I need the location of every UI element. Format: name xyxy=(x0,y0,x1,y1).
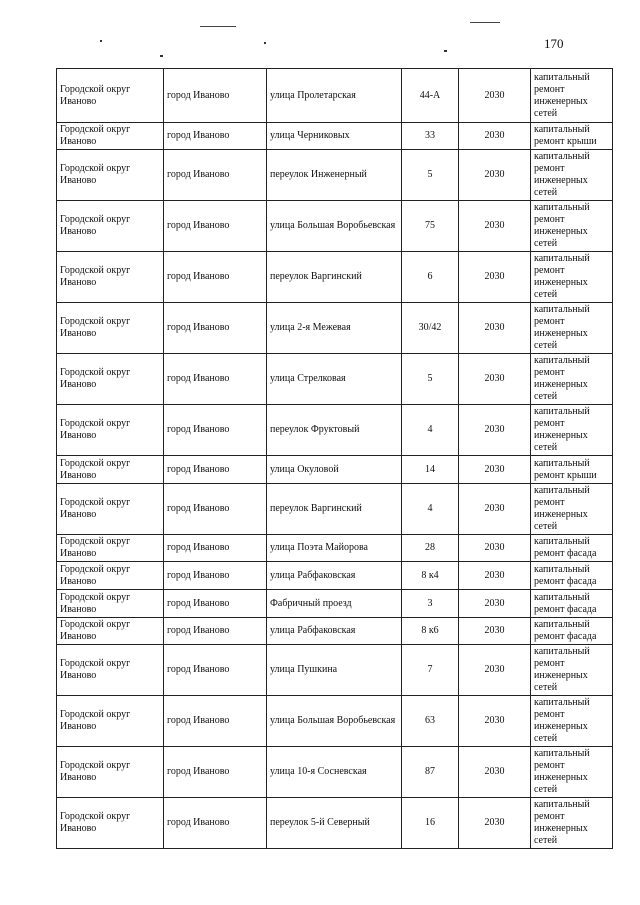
street-cell: улица Черниковых xyxy=(267,123,402,150)
table-row xyxy=(57,69,613,123)
city-cell: город Иваново xyxy=(164,123,267,150)
table-row xyxy=(57,150,613,201)
work-type-cell: капитальный ремонт инженерных сетей xyxy=(531,303,613,354)
city-cell: город Иваново xyxy=(164,484,267,535)
street-cell: улица Рабфаковская xyxy=(267,562,402,590)
house-number-cell: 16 xyxy=(402,798,459,849)
city-cell: город Иваново xyxy=(164,303,267,354)
district-cell: Городской округ Иваново xyxy=(57,535,164,562)
street-cell: улица Окуловой xyxy=(267,456,402,484)
city-cell: город Иваново xyxy=(164,535,267,562)
scan-dot xyxy=(444,50,447,52)
street-cell: переулок Варгинский xyxy=(267,484,402,535)
work-type-cell: капитальный ремонт крыши xyxy=(531,123,613,150)
work-type-cell: капитальный ремонт инженерных сетей xyxy=(531,696,613,747)
year-cell: 2030 xyxy=(459,798,531,849)
district-cell: Городской округ Иваново xyxy=(57,150,164,201)
table-row xyxy=(57,201,613,252)
work-type-cell: капитальный ремонт инженерных сетей xyxy=(531,747,613,798)
city-cell: город Иваново xyxy=(164,354,267,405)
table-row xyxy=(57,456,613,484)
work-type-cell: капитальный ремонт инженерных сетей xyxy=(531,69,613,123)
street-cell: улица Большая Воробьевская xyxy=(267,201,402,252)
scan-mark xyxy=(200,26,236,27)
table-row xyxy=(57,303,613,354)
work-type-cell: капитальный ремонт фасада xyxy=(531,590,613,618)
work-type-cell: капитальный ремонт инженерных сетей xyxy=(531,645,613,696)
year-cell: 2030 xyxy=(459,303,531,354)
district-cell: Городской округ Иваново xyxy=(57,484,164,535)
scan-mark xyxy=(470,22,500,23)
district-cell: Городской округ Иваново xyxy=(57,696,164,747)
work-type-cell: капитальный ремонт фасада xyxy=(531,562,613,590)
house-number-cell: 5 xyxy=(402,150,459,201)
year-cell: 2030 xyxy=(459,252,531,303)
city-cell: город Иваново xyxy=(164,590,267,618)
table-row xyxy=(57,535,613,562)
street-cell: переулок 5-й Северный xyxy=(267,798,402,849)
year-cell: 2030 xyxy=(459,645,531,696)
city-cell: город Иваново xyxy=(164,645,267,696)
house-number-cell: 3 xyxy=(402,590,459,618)
street-cell: переулок Инженерный xyxy=(267,150,402,201)
city-cell: город Иваново xyxy=(164,747,267,798)
year-cell: 2030 xyxy=(459,123,531,150)
scan-dot xyxy=(100,40,102,42)
city-cell: город Иваново xyxy=(164,562,267,590)
housing-repair-table xyxy=(56,68,613,849)
table-row xyxy=(57,252,613,303)
house-number-cell: 63 xyxy=(402,696,459,747)
street-cell: переулок Варгинский xyxy=(267,252,402,303)
city-cell: город Иваново xyxy=(164,798,267,849)
house-number-cell: 8 к4 xyxy=(402,562,459,590)
street-cell: улица 10-я Сосневская xyxy=(267,747,402,798)
year-cell: 2030 xyxy=(459,456,531,484)
table-row xyxy=(57,562,613,590)
house-number-cell: 28 xyxy=(402,535,459,562)
year-cell: 2030 xyxy=(459,484,531,535)
street-cell: улица 2-я Межевая xyxy=(267,303,402,354)
house-number-cell: 4 xyxy=(402,405,459,456)
district-cell: Городской округ Иваново xyxy=(57,405,164,456)
house-number-cell: 6 xyxy=(402,252,459,303)
year-cell: 2030 xyxy=(459,696,531,747)
table-row xyxy=(57,354,613,405)
house-number-cell: 14 xyxy=(402,456,459,484)
house-number-cell: 4 xyxy=(402,484,459,535)
street-cell: улица Рабфаковская xyxy=(267,618,402,645)
district-cell: Городской округ Иваново xyxy=(57,303,164,354)
year-cell: 2030 xyxy=(459,69,531,123)
scan-dot xyxy=(264,42,266,44)
work-type-cell: капитальный ремонт фасада xyxy=(531,618,613,645)
house-number-cell: 44-А xyxy=(402,69,459,123)
house-number-cell: 7 xyxy=(402,645,459,696)
street-cell: улица Поэта Майорова xyxy=(267,535,402,562)
scan-dot xyxy=(160,55,163,57)
house-number-cell: 33 xyxy=(402,123,459,150)
house-number-cell: 8 к6 xyxy=(402,618,459,645)
work-type-cell: капитальный ремонт инженерных сетей xyxy=(531,201,613,252)
table-row xyxy=(57,747,613,798)
city-cell: город Иваново xyxy=(164,150,267,201)
work-type-cell: капитальный ремонт инженерных сетей xyxy=(531,354,613,405)
district-cell: Городской округ Иваново xyxy=(57,123,164,150)
city-cell: город Иваново xyxy=(164,405,267,456)
street-cell: улица Пролетарская xyxy=(267,69,402,123)
table-row xyxy=(57,484,613,535)
street-cell: Фабричный проезд xyxy=(267,590,402,618)
district-cell: Городской округ Иваново xyxy=(57,590,164,618)
table-row xyxy=(57,696,613,747)
page-number: 170 xyxy=(544,36,564,51)
city-cell: город Иваново xyxy=(164,201,267,252)
city-cell: город Иваново xyxy=(164,252,267,303)
district-cell: Городской округ Иваново xyxy=(57,252,164,303)
district-cell: Городской округ Иваново xyxy=(57,354,164,405)
city-cell: город Иваново xyxy=(164,69,267,123)
work-type-cell: капитальный ремонт инженерных сетей xyxy=(531,484,613,535)
street-cell: улица Стрелковая xyxy=(267,354,402,405)
work-type-cell: капитальный ремонт инженерных сетей xyxy=(531,252,613,303)
district-cell: Городской округ Иваново xyxy=(57,645,164,696)
city-cell: город Иваново xyxy=(164,456,267,484)
table-row xyxy=(57,405,613,456)
district-cell: Городской округ Иваново xyxy=(57,456,164,484)
year-cell: 2030 xyxy=(459,405,531,456)
table-row xyxy=(57,618,613,645)
year-cell: 2030 xyxy=(459,201,531,252)
district-cell: Городской округ Иваново xyxy=(57,747,164,798)
city-cell: город Иваново xyxy=(164,618,267,645)
street-cell: улица Большая Воробьевская xyxy=(267,696,402,747)
house-number-cell: 75 xyxy=(402,201,459,252)
table-row xyxy=(57,123,613,150)
year-cell: 2030 xyxy=(459,354,531,405)
street-cell: переулок Фруктовый xyxy=(267,405,402,456)
house-number-cell: 87 xyxy=(402,747,459,798)
work-type-cell: капитальный ремонт инженерных сетей xyxy=(531,405,613,456)
work-type-cell: капитальный ремонт фасада xyxy=(531,535,613,562)
year-cell: 2030 xyxy=(459,535,531,562)
year-cell: 2030 xyxy=(459,747,531,798)
year-cell: 2030 xyxy=(459,562,531,590)
district-cell: Городской округ Иваново xyxy=(57,562,164,590)
year-cell: 2030 xyxy=(459,618,531,645)
district-cell: Городской округ Иваново xyxy=(57,69,164,123)
city-cell: город Иваново xyxy=(164,696,267,747)
work-type-cell: капитальный ремонт инженерных сетей xyxy=(531,798,613,849)
work-type-cell: капитальный ремонт крыши xyxy=(531,456,613,484)
table-row xyxy=(57,645,613,696)
district-cell: Городской округ Иваново xyxy=(57,798,164,849)
house-number-cell: 5 xyxy=(402,354,459,405)
district-cell: Городской округ Иваново xyxy=(57,201,164,252)
work-type-cell: капитальный ремонт инженерных сетей xyxy=(531,150,613,201)
table-row xyxy=(57,798,613,849)
street-cell: улица Пушкина xyxy=(267,645,402,696)
district-cell: Городской округ Иваново xyxy=(57,618,164,645)
house-number-cell: 30/42 xyxy=(402,303,459,354)
table-row xyxy=(57,590,613,618)
year-cell: 2030 xyxy=(459,590,531,618)
year-cell: 2030 xyxy=(459,150,531,201)
